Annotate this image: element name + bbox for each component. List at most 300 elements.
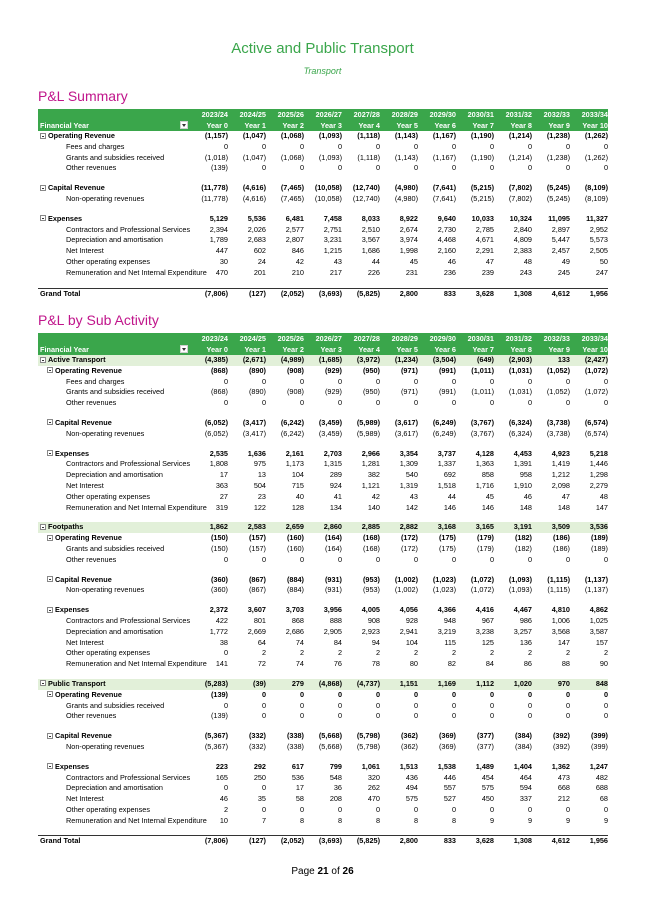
- value-cell: (931): [324, 585, 342, 595]
- row-label-cell: [38, 131, 190, 142]
- value-cell: 2,577: [285, 224, 304, 234]
- filter-dropdown-icon[interactable]: [180, 121, 188, 129]
- spacer-row: [38, 722, 608, 731]
- line-item-row: [38, 638, 608, 649]
- value-cell: 668: [557, 783, 570, 793]
- value-cell: 5,218: [589, 448, 608, 458]
- value-cell: (1,167): [432, 131, 456, 140]
- value-cell: (1,143): [394, 131, 418, 140]
- spacer-row: [38, 826, 608, 836]
- row-label: Depreciation and amortisation: [66, 235, 163, 245]
- page-total: 26: [342, 866, 354, 877]
- value-cell: 0: [489, 398, 494, 408]
- value-cell: 0: [375, 711, 380, 721]
- value-cell: (12,740): [352, 193, 380, 203]
- line-item-row: [38, 816, 608, 827]
- value-cell: (867): [248, 574, 266, 584]
- line-item-row: [38, 783, 608, 794]
- header-year-cell: 2031/32: [494, 109, 532, 120]
- value-cell: (384): [514, 741, 532, 751]
- line-item-row: [38, 429, 608, 440]
- value-cell: 3,536: [570, 522, 608, 533]
- value-cell: 0: [603, 163, 608, 173]
- value-cell: 0: [451, 398, 456, 408]
- value-cell: 1,169: [418, 679, 456, 690]
- row-label-cell: [38, 585, 190, 596]
- value-cell: 0: [527, 163, 532, 173]
- spacer-cell: [38, 826, 608, 836]
- spacer-cell: [38, 513, 608, 522]
- value-cell: 250: [253, 772, 266, 782]
- value-cell: 0: [565, 376, 570, 386]
- header-year-number-cell: Year 4: [342, 120, 380, 131]
- value-cell: 5,129: [209, 213, 228, 223]
- value-cell: 3,168: [418, 522, 456, 533]
- value-cell: (139): [210, 689, 228, 699]
- value-cell: 848: [570, 679, 608, 690]
- header-blank-cell: [38, 109, 190, 120]
- value-cell: 799: [329, 761, 342, 771]
- value-cell: 1,518: [437, 480, 456, 490]
- value-cell: (164): [324, 533, 342, 543]
- value-cell: 908: [367, 615, 380, 625]
- row-label: Depreciation and amortisation: [66, 470, 163, 480]
- value-cell: 0: [413, 554, 418, 564]
- header-row-years: [38, 109, 608, 120]
- value-cell: 0: [261, 398, 266, 408]
- value-cell: 217: [329, 267, 342, 277]
- value-cell: 0: [603, 376, 608, 386]
- value-cell: 142: [405, 502, 418, 512]
- value-cell: (3,459): [318, 417, 342, 427]
- value-cell: 76: [333, 659, 342, 669]
- row-label: Fees and charges: [66, 376, 125, 386]
- value-cell: 3,568: [551, 626, 570, 636]
- value-cell: (5,215): [470, 183, 494, 193]
- value-cell: 42: [371, 491, 380, 501]
- value-cell: 0: [337, 376, 342, 386]
- row-label: Net Interest: [66, 637, 104, 647]
- line-item-row: [38, 387, 608, 398]
- value-cell: 165: [215, 772, 228, 782]
- line-item-row: [38, 481, 608, 492]
- value-cell: (186): [552, 543, 570, 553]
- group-row: [38, 533, 608, 544]
- collapse-toggle-icon[interactable]: [47, 576, 53, 582]
- value-cell: (157): [248, 543, 266, 553]
- value-cell: (868): [210, 365, 228, 375]
- value-cell: 122: [253, 502, 266, 512]
- group-row: [38, 605, 608, 616]
- collapse-toggle-icon[interactable]: [47, 450, 53, 456]
- value-cell: (2,671): [228, 355, 266, 366]
- value-cell: 3,607: [247, 605, 266, 615]
- value-cell: (7,465): [280, 193, 304, 203]
- value-cell: (384): [514, 731, 532, 741]
- value-cell: 0: [223, 398, 228, 408]
- value-cell: 5,536: [247, 213, 266, 223]
- value-cell: 2,535: [209, 448, 228, 458]
- value-cell: 0: [261, 554, 266, 564]
- value-cell: 2,941: [399, 626, 418, 636]
- value-cell: (1,018): [204, 152, 228, 162]
- grand-total-row: [38, 288, 608, 299]
- value-cell: (1,214): [508, 152, 532, 162]
- header-year-number-cell: Year 3: [304, 120, 342, 131]
- collapse-toggle-icon[interactable]: [47, 419, 53, 425]
- row-label: Remuneration and Net Internal Expenditure: [66, 815, 207, 825]
- value-cell: 924: [329, 480, 342, 490]
- value-cell: 64: [257, 637, 266, 647]
- spacer-row: [38, 670, 608, 679]
- value-cell: 4,453: [513, 448, 532, 458]
- value-cell: 715: [291, 480, 304, 490]
- value-cell: (1,115): [547, 585, 570, 595]
- value-cell: 48: [599, 491, 608, 501]
- value-cell: 3,737: [437, 448, 456, 458]
- value-cell: (4,737): [342, 679, 380, 690]
- value-cell: 0: [603, 700, 608, 710]
- value-cell: (5,668): [318, 731, 342, 741]
- value-cell: (1,238): [546, 131, 570, 140]
- value-cell: 1,281: [361, 459, 380, 469]
- header-year-number-cell: Year 6: [418, 120, 456, 131]
- value-cell: 0: [527, 141, 532, 151]
- row-label: Grants and subsidies received: [66, 387, 165, 397]
- header-row-years: [38, 333, 608, 344]
- row-label-cell: [38, 575, 190, 586]
- collapse-toggle-icon[interactable]: [47, 733, 53, 739]
- value-cell: 146: [481, 502, 494, 512]
- value-cell: (1,190): [470, 152, 494, 162]
- row-label: Other operating expenses: [66, 256, 150, 266]
- header-year-number-cell: Year 10: [570, 120, 608, 131]
- value-cell: (127): [228, 288, 266, 299]
- value-cell: 86: [523, 659, 532, 669]
- value-cell: 279: [266, 679, 304, 690]
- value-cell: 2: [223, 804, 228, 814]
- value-cell: (2,052): [266, 836, 304, 847]
- value-cell: (168): [362, 543, 380, 553]
- value-cell: 2: [375, 648, 380, 658]
- value-cell: 0: [261, 376, 266, 386]
- collapse-toggle-icon[interactable]: [40, 133, 46, 139]
- value-cell: (4,980): [394, 183, 418, 193]
- value-cell: 0: [565, 398, 570, 408]
- value-cell: 4,923: [551, 448, 570, 458]
- value-cell: (1,143): [394, 152, 418, 162]
- value-cell: 0: [527, 700, 532, 710]
- value-cell: 210: [291, 267, 304, 277]
- row-label: Other operating expenses: [66, 491, 150, 501]
- collapse-toggle-icon[interactable]: [47, 607, 53, 613]
- value-cell: 1,910: [513, 480, 532, 490]
- value-cell: 975: [253, 459, 266, 469]
- row-label: Remuneration and Net Internal Expenditure: [66, 659, 207, 669]
- value-cell: (884): [286, 574, 304, 584]
- value-cell: (392): [552, 741, 570, 751]
- value-cell: 1,404: [513, 761, 532, 771]
- value-cell: 1,489: [475, 761, 494, 771]
- collapse-toggle-icon[interactable]: [47, 367, 53, 373]
- page-subtitle: Transport: [303, 66, 342, 76]
- value-cell: 2,897: [551, 224, 570, 234]
- value-cell: 363: [215, 480, 228, 490]
- value-cell: 1,636: [247, 448, 266, 458]
- spacer-cell: [38, 440, 608, 449]
- value-cell: 5,447: [551, 235, 570, 245]
- line-item-row: [38, 773, 608, 784]
- spacer-row: [38, 753, 608, 762]
- value-cell: 201: [253, 267, 266, 277]
- collapse-toggle-icon[interactable]: [47, 535, 53, 541]
- value-cell: 2,800: [380, 288, 418, 299]
- value-cell: 575: [405, 794, 418, 804]
- value-cell: 212: [557, 794, 570, 804]
- value-cell: 17: [295, 783, 304, 793]
- value-cell: (4,868): [304, 679, 342, 690]
- value-cell: 617: [291, 761, 304, 771]
- page-number: 21: [317, 866, 329, 877]
- value-cell: 1,215: [323, 246, 342, 256]
- value-cell: 2: [603, 648, 608, 658]
- value-cell: (868): [210, 387, 228, 397]
- value-cell: 140: [367, 502, 380, 512]
- row-label: Active Transport: [48, 355, 106, 364]
- collapse-toggle-icon[interactable]: [40, 185, 46, 191]
- filter-dropdown-icon[interactable]: [180, 345, 188, 353]
- value-cell: (392): [552, 731, 570, 741]
- value-cell: 2: [489, 648, 494, 658]
- spacer-row: [38, 174, 608, 183]
- spacer-cell: [38, 279, 608, 289]
- header-year-number-cell: Year 1: [228, 120, 266, 131]
- value-cell: 2,160: [437, 246, 456, 256]
- value-cell: (1,137): [584, 574, 608, 584]
- value-cell: 1,998: [399, 246, 418, 256]
- value-cell: 30: [219, 256, 228, 266]
- row-label-cell: [38, 533, 190, 544]
- value-cell: (8,109): [584, 183, 608, 193]
- value-cell: 3,509: [532, 522, 570, 533]
- group-row: [38, 418, 608, 429]
- financial-year-label: Financial Year: [40, 345, 89, 354]
- value-cell: (971): [400, 365, 418, 375]
- value-cell: 888: [329, 615, 342, 625]
- value-cell: 7,458: [323, 213, 342, 223]
- line-item-row: [38, 377, 608, 388]
- value-cell: 0: [565, 554, 570, 564]
- value-cell: (175): [438, 543, 456, 553]
- value-cell: 1,686: [361, 246, 380, 256]
- header-year-cell: 2033/34: [570, 333, 608, 344]
- value-cell: (39): [228, 679, 266, 690]
- value-cell: 2,583: [228, 522, 266, 533]
- value-cell: (5,798): [356, 741, 380, 751]
- value-cell: (362): [400, 741, 418, 751]
- group-row: [38, 355, 608, 366]
- value-cell: 3,567: [361, 235, 380, 245]
- value-cell: 8,922: [399, 213, 418, 223]
- line-item-row: [38, 616, 608, 627]
- value-cell: 58: [295, 794, 304, 804]
- value-cell: 2,800: [380, 836, 418, 847]
- pl-summary-table: [38, 109, 608, 299]
- value-cell: 1,862: [190, 522, 228, 533]
- row-label-cell: [38, 163, 190, 174]
- value-cell: (5,989): [356, 417, 380, 427]
- collapse-toggle-icon[interactable]: [40, 215, 46, 221]
- header-year-cell: 2025/26: [266, 333, 304, 344]
- value-cell: (1,118): [357, 152, 380, 162]
- group-row: [38, 449, 608, 460]
- value-cell: (1,137): [584, 585, 608, 595]
- value-cell: 1,308: [494, 836, 532, 847]
- line-item-row: [38, 659, 608, 670]
- value-cell: 2,923: [361, 626, 380, 636]
- value-cell: 226: [367, 267, 380, 277]
- value-cell: 148: [519, 502, 532, 512]
- value-cell: 1,772: [209, 626, 228, 636]
- value-cell: (5,825): [342, 836, 380, 847]
- row-label-cell: [38, 387, 190, 398]
- value-cell: 4,128: [475, 448, 494, 458]
- line-item-row: [38, 194, 608, 205]
- value-cell: (360): [210, 585, 228, 595]
- collapse-toggle-icon[interactable]: [40, 524, 46, 530]
- value-cell: 473: [557, 772, 570, 782]
- line-item-row: [38, 711, 608, 722]
- value-cell: 602: [253, 246, 266, 256]
- row-label-cell: [38, 288, 190, 299]
- value-cell: 2,885: [342, 522, 380, 533]
- value-cell: (5,825): [342, 288, 380, 299]
- value-cell: 3,628: [456, 288, 494, 299]
- value-cell: 9: [527, 815, 532, 825]
- value-cell: 3,703: [285, 605, 304, 615]
- spacer-row: [38, 596, 608, 605]
- value-cell: 0: [489, 689, 494, 699]
- row-label: Other revenues: [66, 398, 117, 408]
- value-cell: (1,093): [318, 131, 342, 140]
- header-year-cell: 2031/32: [494, 333, 532, 344]
- value-cell: 5,573: [589, 235, 608, 245]
- group-row: [38, 522, 608, 533]
- value-cell: 0: [261, 804, 266, 814]
- value-cell: 0: [375, 398, 380, 408]
- value-cell: 0: [565, 141, 570, 151]
- value-cell: 84: [485, 659, 494, 669]
- value-cell: 0: [489, 141, 494, 151]
- line-item-row: [38, 701, 608, 712]
- row-label-cell: [38, 246, 190, 257]
- value-cell: 0: [603, 689, 608, 699]
- value-cell: 1,362: [551, 761, 570, 771]
- value-cell: 2: [299, 648, 304, 658]
- collapse-toggle-icon[interactable]: [40, 357, 46, 363]
- value-cell: 40: [295, 491, 304, 501]
- value-cell: (1,047): [242, 152, 266, 162]
- value-cell: 2: [527, 648, 532, 658]
- value-cell: 0: [451, 700, 456, 710]
- value-cell: (5,215): [470, 193, 494, 203]
- value-cell: 10,324: [509, 213, 532, 223]
- collapse-toggle-icon[interactable]: [40, 680, 46, 686]
- header-year-number-cell: Year 0: [190, 344, 228, 355]
- value-cell: 594: [519, 783, 532, 793]
- value-cell: 1,020: [494, 679, 532, 690]
- header-year-cell: 2024/25: [228, 333, 266, 344]
- value-cell: 46: [523, 491, 532, 501]
- row-label-cell: [38, 142, 190, 153]
- value-cell: (3,738): [546, 417, 570, 427]
- value-cell: 575: [481, 783, 494, 793]
- value-cell: (1,167): [432, 152, 456, 162]
- value-cell: (1,238): [546, 152, 570, 162]
- value-cell: 208: [329, 794, 342, 804]
- line-item-row: [38, 257, 608, 268]
- row-label-cell: [38, 731, 190, 742]
- value-cell: (1,093): [508, 585, 532, 595]
- row-label: Contractors and Professional Services: [66, 615, 191, 625]
- header-year-cell: 2029/30: [418, 109, 456, 120]
- header-year-cell: 2026/27: [304, 333, 342, 344]
- value-cell: 245: [557, 267, 570, 277]
- collapse-toggle-icon[interactable]: [47, 691, 53, 697]
- value-cell: 3,974: [399, 235, 418, 245]
- row-label-cell: [38, 492, 190, 503]
- value-cell: (1,118): [357, 131, 380, 140]
- value-cell: 10,033: [471, 213, 494, 223]
- row-label-cell: [38, 627, 190, 638]
- value-cell: 2,674: [399, 224, 418, 234]
- value-cell: 3,231: [323, 235, 342, 245]
- header-year-number-cell: Year 2: [266, 344, 304, 355]
- value-cell: 1,025: [589, 615, 608, 625]
- value-cell: (953): [362, 574, 380, 584]
- row-label: Capital Revenue: [55, 574, 112, 584]
- value-cell: (6,242): [280, 417, 304, 427]
- value-cell: 24: [257, 256, 266, 266]
- value-cell: 3,219: [437, 626, 456, 636]
- value-cell: (360): [210, 574, 228, 584]
- collapse-toggle-icon[interactable]: [47, 763, 53, 769]
- header-year-number-cell: Year 5: [380, 344, 418, 355]
- value-cell: (867): [248, 585, 266, 595]
- value-cell: 74: [295, 637, 304, 647]
- row-label: Net Interest: [66, 246, 104, 256]
- value-cell: 4,005: [361, 605, 380, 615]
- value-cell: (1,031): [508, 387, 532, 397]
- header-year-cell: 2030/31: [456, 333, 494, 344]
- header-year-cell: 2027/28: [342, 109, 380, 120]
- value-cell: 8: [375, 815, 380, 825]
- line-item-row: [38, 555, 608, 566]
- value-cell: 2,751: [323, 224, 342, 234]
- value-cell: 688: [595, 783, 608, 793]
- value-cell: 1,173: [285, 459, 304, 469]
- value-cell: (1,115): [547, 574, 570, 584]
- value-cell: 2,840: [513, 224, 532, 234]
- value-cell: 72: [257, 659, 266, 669]
- section-heading-pl-sub-activity: P&L by Sub Activity: [38, 312, 159, 328]
- value-cell: 0: [337, 689, 342, 699]
- value-cell: (139): [210, 163, 228, 173]
- value-cell: 90: [599, 659, 608, 669]
- value-cell: (11,778): [201, 183, 228, 193]
- header-year-cell: 2032/33: [532, 109, 570, 120]
- value-cell: (950): [362, 365, 380, 375]
